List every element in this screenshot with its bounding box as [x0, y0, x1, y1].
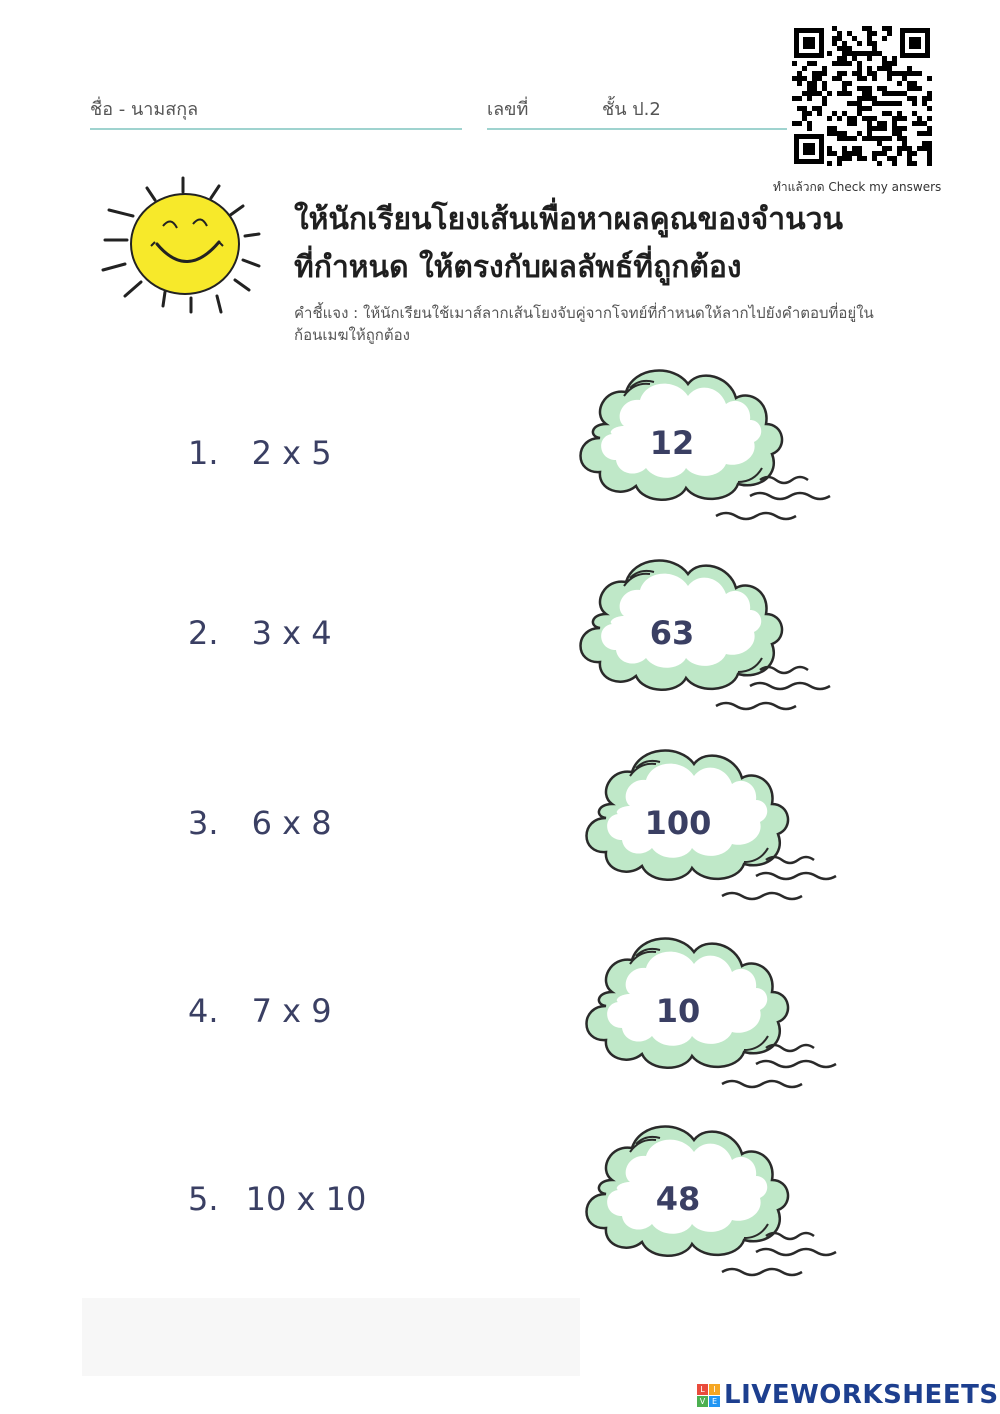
answer-cloud[interactable] [576, 742, 846, 916]
number-field-line[interactable] [487, 128, 787, 130]
name-field-line[interactable] [90, 128, 462, 130]
answer-value: 10 [655, 992, 701, 1030]
badge-letter: I [709, 1384, 720, 1395]
answer-cloud[interactable] [576, 930, 846, 1104]
answer-drop-area[interactable] [82, 1298, 580, 1376]
title-line-2: ที่กำหนด ให้ตรงกับผลลัพธ์ที่ถูกต้อง [294, 250, 742, 285]
badge-letter: L [697, 1384, 708, 1395]
question-number: 2. [188, 614, 219, 652]
answer-cloud[interactable] [570, 362, 840, 536]
answer-cloud[interactable] [576, 1118, 846, 1292]
question-expression: 6 x 8 [251, 804, 332, 842]
liveworksheets-logo[interactable] [697, 1380, 999, 1410]
badge-letter: V [697, 1396, 708, 1407]
qr-caption: ทำแล้วกด Check my answers [773, 180, 942, 194]
qr-code[interactable] [792, 26, 932, 166]
question-item[interactable] [188, 614, 332, 652]
number-label: เลขที่ [487, 99, 529, 120]
question-number: 1. [188, 434, 219, 472]
answer-value: 48 [655, 1180, 701, 1218]
answer-value: 63 [649, 614, 695, 652]
question-expression: 2 x 5 [251, 434, 332, 472]
answer-value: 100 [644, 804, 712, 842]
title-line-1: ให้นักเรียนโยงเส้นเพื่อหาผลคูณของจำนวน [294, 202, 843, 237]
answer-value: 12 [649, 424, 695, 462]
brand-name: LIVEWORKSHEETS [724, 1380, 999, 1410]
question-item[interactable] [188, 804, 332, 842]
badge-letter: E [709, 1396, 720, 1407]
question-item[interactable] [188, 434, 332, 472]
instruction-line-2: ก้อนเมฆให้ถูกต้อง [294, 326, 410, 344]
answer-cloud[interactable] [570, 552, 840, 726]
question-item[interactable] [188, 992, 332, 1030]
name-label: ชื่อ - นามสกุล [90, 99, 199, 120]
instruction-line-1: คำชี้แจง : ให้นักเรียนใช้เมาส์ลากเส้นโยงจับคู่จากโจทย์ที่กำหนดให้ลากไปยังคำตอบที่อยู่ใน [294, 304, 874, 322]
question-item[interactable] [188, 1180, 366, 1218]
class-label: ชั้น ป.2 [602, 99, 661, 120]
question-number: 5. [188, 1180, 219, 1218]
question-expression: 10 x 10 [245, 1180, 367, 1218]
question-number: 3. [188, 804, 219, 842]
question-number: 4. [188, 992, 219, 1030]
question-expression: 7 x 9 [251, 992, 332, 1030]
logo-badge [697, 1384, 720, 1407]
sun-icon [95, 172, 285, 322]
question-expression: 3 x 4 [251, 614, 332, 652]
